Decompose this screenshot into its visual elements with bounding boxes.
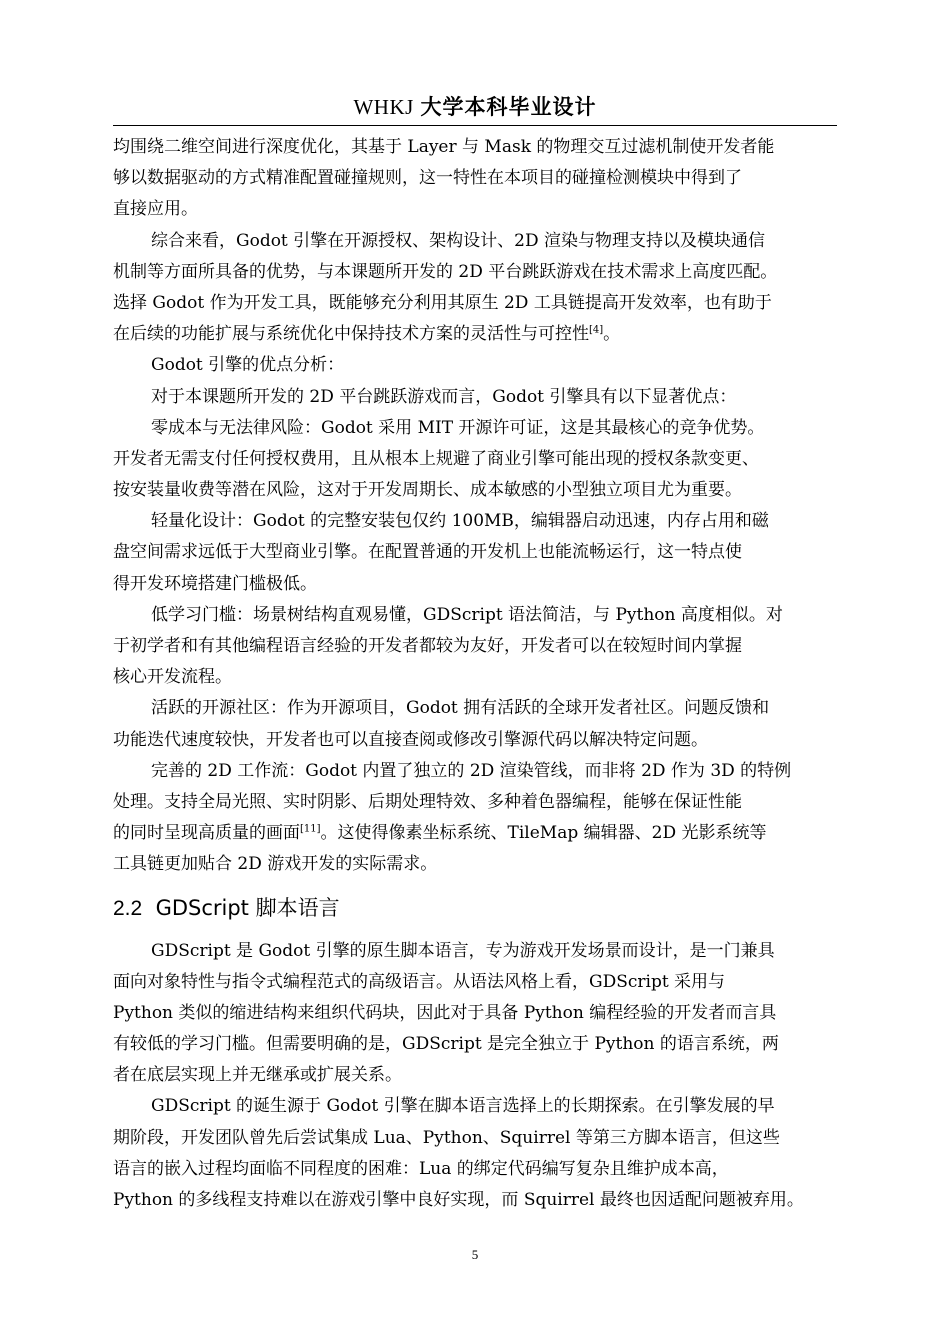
text-line: 够以数据驱动的方式精准配置碰撞规则，这一特性在本项目的碰撞检测模块中得到了 [113,168,742,189]
text-line: 工具链更加贴合 2D 游戏开发的实际需求。 [113,854,438,875]
text-line: 核心开发流程。 [113,667,232,688]
text-line: 综合来看，Godot 引擎在开源授权、架构设计、2D 渲染与物理支持以及模块通信 [151,230,766,251]
text-line: 处理。支持全局光照、实时阴影、后期处理特效、多种着色器编程，能够在保证性能 [113,791,742,812]
text-line [113,319,840,350]
text-line: 均围绕二维空间进行深度优化，其基于 Layer 与 Mask 的物理交互过滤机制使开发者能 [113,137,775,157]
citation-ref: [11] [300,823,321,835]
section-heading [113,889,840,928]
text-line: 按安装量收费等潜在风险，这对于开发周期长、成本敏感的小型独立项目尤为重要。 [113,480,742,501]
paragraph-2 [113,226,840,351]
page-number: 5 [471,1247,479,1262]
text-line: 直接应用。 [113,199,198,220]
text-line: 零成本与无法律风险：Godot 采用 MIT 开源许可证，这是其最核心的竞争优势。 [151,417,765,438]
header-chinese-text: 大学本科毕业设计 [420,94,597,119]
paragraph-8 [113,693,840,755]
text-line: 期阶段，开发团队曾先后尝试集成 Lua、Python、Squirrel 等第三方脚本语言，但这些 [113,1127,780,1148]
header-latin-text: WHKJ [353,95,414,119]
text-line [113,818,840,849]
text-line: 选择 Godot 作为开发工具，既能够充分利用其原生 2D 工具链提高开发效率，也有助于 [113,292,772,313]
text-line: 有较低的学习门槛。但需要明确的是，GDScript 是完全独立于 Python 的语言系统，两 [113,1034,779,1055]
text-line: 机制等方面所具备的优势，与本课题所开发的 2D 平台跳跃游戏在技术需求上高度匹配。 [113,261,778,282]
text-line: 对于本课题所开发的 2D 平台跳跃游戏而言，Godot 引擎具有以下显著优点： [151,386,737,407]
paragraph-7 [113,600,840,694]
paragraph-6 [113,506,840,600]
paragraph-5 [113,413,840,507]
paragraph-11 [113,1091,840,1216]
text-fragment: 。 [603,324,621,345]
text-line: GDScript 是 Godot 引擎的原生脚本语言，专为游戏开发场景而设计，是一门兼具 [151,940,775,961]
text-fragment: 的同时呈现高质量的画面 [113,823,300,844]
text-line: 开发者无需支付任何授权费用，且从根本上规避了商业引擎可能出现的授权条款变更、 [113,448,759,469]
paragraph-10 [113,936,840,1092]
text-line: 低学习门槛：场景树结构直观易懂，GDScript 语法简洁，与 Python 高度相似。对 [151,604,783,625]
text-line: Python 的多线程支持难以在游戏引擎中良好实现，而 Squirrel 最终也因适配问题被弃用。 [113,1190,804,1210]
text-line: 功能迭代速度较快，开发者也可以直接查阅或修改引擎源代码以解决特定问题。 [113,729,708,750]
paragraph-1 [113,132,840,226]
paragraph-3 [113,350,840,381]
text-line: 轻量化设计：Godot 的完整安装包仅约 100MB，编辑器启动迅速，内存占用和磁 [151,511,769,532]
text-line: 语言的嵌入过程均面临不同程度的困难：Lua 的绑定代码编写复杂且维护成本高， [113,1158,729,1179]
page-header [113,93,837,126]
section-title: GDScript 脚本语言 [155,895,340,920]
text-line: 于初学者和有其他编程语言经验的开发者都较为友好，开发者可以在较短时间内掌握 [113,636,742,656]
section-number: 2.2 [113,896,143,920]
text-fragment: 在后续的功能扩展与系统优化中保持技术方案的灵活性与可控性 [113,324,589,345]
text-line: 活跃的开源社区：作为开源项目，Godot 拥有活跃的全球开发者社区。问题反馈和 [151,698,770,719]
paragraph-4 [113,382,840,413]
citation-ref: [4] [589,324,604,336]
paragraph-9 [113,756,840,881]
text-line: 完善的 2D 工作流：Godot 内置了独立的 2D 渲染管线，而非将 2D 作为 3D 的特例 [151,760,792,781]
text-line: Godot 引擎的优点分析： [151,355,345,376]
text-line: Python 类似的缩进结构来组织代码块，因此对于具备 Python 编程经验的开发者而言具 [113,1002,777,1023]
text-fragment: 。这使得像素坐标系统、TileMap 编辑器、2D 光影系统等 [320,823,767,844]
document-body [113,132,840,1216]
text-line: 得开发环境搭建门槛极低。 [113,573,317,594]
text-line: 面向对象特性与指令式编程范式的高级语言。从语法风格上看，GDScript 采用与 [113,971,726,992]
text-line: GDScript 的诞生源于 Godot 引擎在脚本语言选择上的长期探索。在引擎发展的早 [151,1096,775,1117]
text-line: 者在底层实现上并无继承或扩展关系。 [113,1065,402,1086]
text-line: 盘空间需求远低于大型商业引擎。在配置普通的开发机上也能流畅运行，这一特点使 [113,542,742,563]
